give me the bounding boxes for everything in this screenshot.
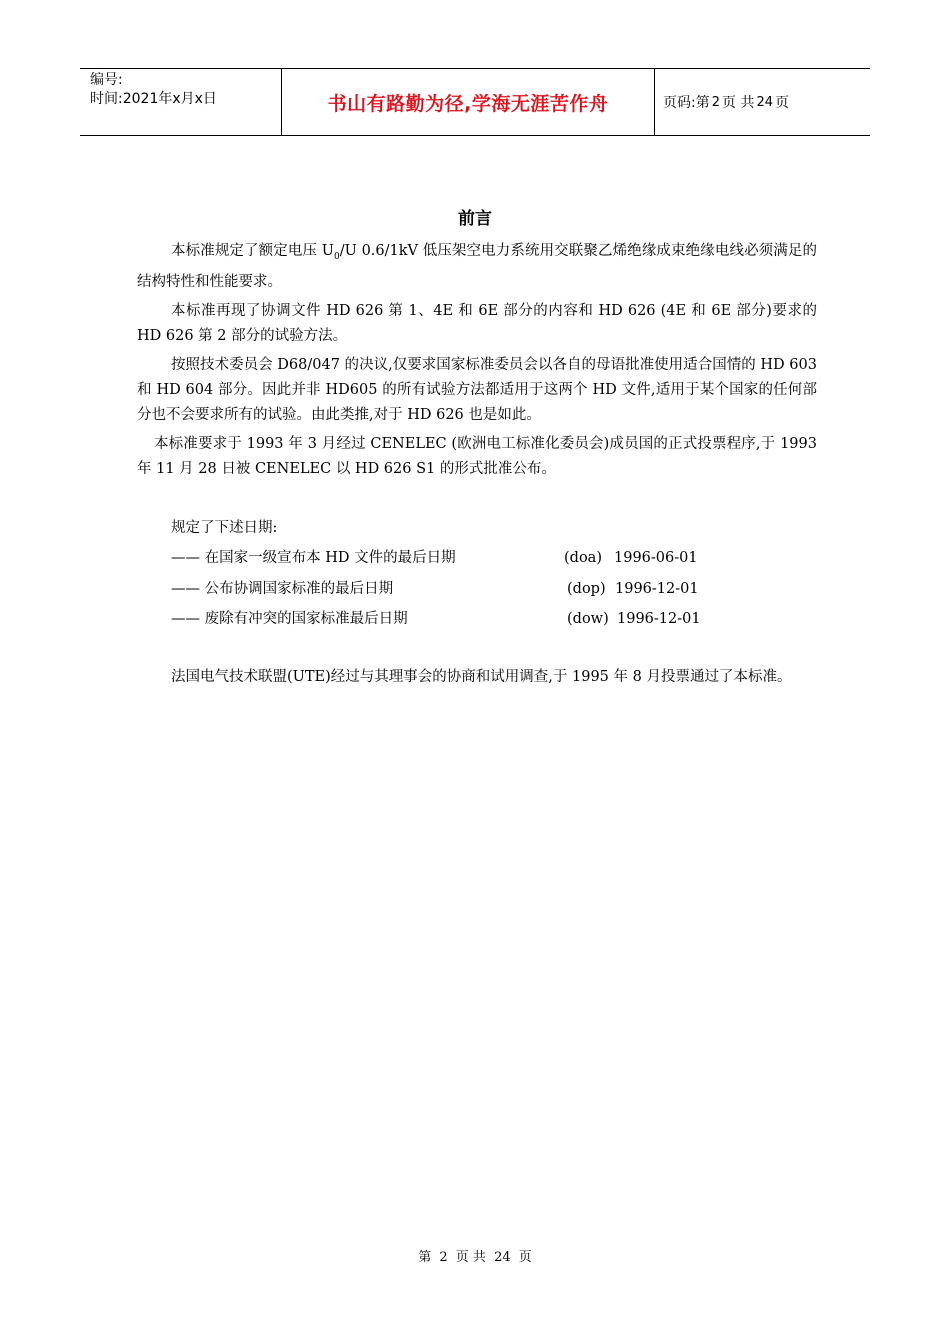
date-description: —— 公布协调国家标准的最后日期	[171, 581, 394, 597]
page-number: 2	[711, 94, 720, 110]
date-code: (doa)	[564, 550, 602, 566]
date-code: (dop)	[567, 581, 606, 597]
page-total: 24	[756, 94, 773, 110]
page-footer	[0, 1246, 950, 1265]
document-header	[80, 68, 870, 136]
section-title: 前言	[458, 209, 492, 229]
header-meta-cell	[80, 69, 282, 135]
page-end-label: 页	[775, 95, 789, 111]
date-code: (dow)	[567, 611, 609, 627]
footer-suffix: 页	[518, 1250, 532, 1265]
date-value: 1996-06-01	[614, 550, 698, 566]
paragraph-3: 按照技术委员会 D68/047 的决议,仅要求国家标准委员会以各自的母语批准使用适合国情的 HD 603 和 HD 604 部分。因此并非 HD605 的所有试验方法都适用于这两个 HD 文件,适用于某个国家的任何部分也不会要求所有的试验。由此类推,对于 HD 626 也是如此。	[137, 356, 817, 423]
footer-total: 24	[494, 1250, 511, 1265]
dates-heading: 规定了下述日期:	[171, 520, 278, 536]
header-page-info	[655, 69, 870, 135]
date-value: 1996-12-01	[617, 611, 701, 627]
final-paragraph	[137, 664, 817, 691]
paragraph-4: 本标准要求于 1993 年 3 月经过 CENELEC (欧洲电工标准化委员会)成员国的正式投票程序,于 1993 年 11 月 28 日被 CENELEC 以 HD 626 S1 的形式批准公布。	[137, 435, 817, 477]
voltage-subscript: 0	[334, 251, 340, 262]
paragraph-1	[137, 239, 817, 295]
approval-paragraph: 法国电气技术联盟(UTE)经过与其理事会的协商和试用调查,于 1995 年 8 月投票通过了本标准。	[171, 669, 792, 685]
paragraph-1-part-b: /U 0.6/1kV 低压架空电力系统用交联聚乙烯绝缘成束绝缘电线必须满足的结构特性和性能要求。	[137, 243, 817, 290]
date-value: 1996-12-01	[615, 581, 699, 597]
footer-prefix: 第	[418, 1250, 432, 1265]
paragraph-1-part-a: 本标准规定了额定电压 U	[171, 243, 335, 259]
date-description: —— 废除有冲突的国家标准最后日期	[171, 611, 408, 627]
time-label: 时间:2021年x月x日	[90, 91, 217, 107]
number-label: 编号:	[90, 72, 123, 88]
footer-page-number: 2	[439, 1250, 448, 1265]
footer-mid: 页 共	[455, 1250, 486, 1265]
preface-body	[137, 239, 817, 486]
paragraph-2: 本标准再现了协调文件 HD 626 第 1、4E 和 6E 部分的内容和 HD 626 (4E 和 6E 部分)要求的 HD 626 第 2 部分的试验方法。	[137, 302, 817, 344]
date-description: —— 在国家一级宣布本 HD 文件的最后日期	[171, 550, 456, 566]
page-label: 页码:第	[663, 95, 710, 111]
page-mid-label: 页 共	[722, 95, 755, 111]
header-motto: 书山有路勤为径,学海无涯苦作舟	[282, 69, 655, 135]
